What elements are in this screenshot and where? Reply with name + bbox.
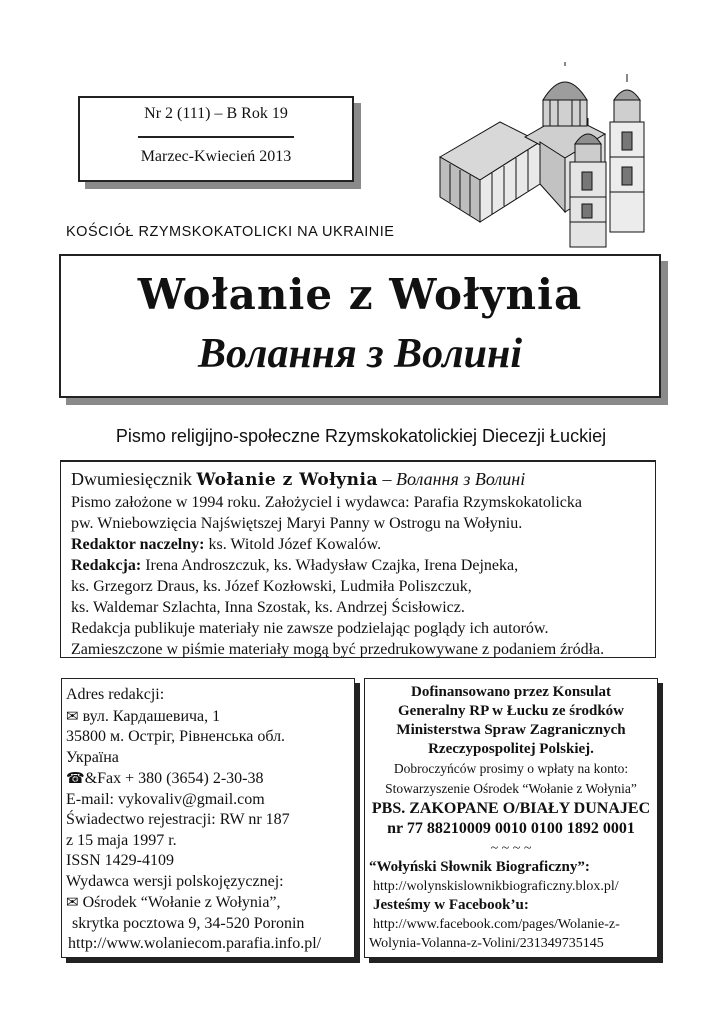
publisher-name-text: Ośrodek “Wołanie z Wołynia”,	[82, 894, 281, 911]
issue-box	[78, 96, 354, 182]
staff-line: ks. Waldemar Szlachta, Inna Szostak, ks. Andrzej Ścisłowicz.	[71, 599, 465, 616]
note-line: Zamieszczone w piśmie materiały mogą być przedrukowywane z podaniem źródła.	[71, 641, 605, 658]
title-ukrainian: Волання з Волині	[197, 331, 523, 377]
subtitle: Pismo religijno-społeczne Rzymskokatolickiej Diecezji Łuckiej	[115, 426, 607, 446]
address-country: Україна	[66, 748, 119, 766]
envelope-icon: ✉	[66, 893, 79, 911]
editor-in-chief	[71, 534, 655, 555]
bank-name: PBS. ZAKOPANE O/BIAŁY DUNAJEC	[371, 800, 651, 817]
info-heading	[71, 468, 655, 491]
staff-line: ks. Grzegorz Draus, ks. Józef Kozłowski, Ludmiła Poliszczuk,	[71, 578, 472, 595]
address-heading: Adres redakcji:	[66, 686, 165, 703]
issue-date: Marzec-Kwiecień 2013	[140, 148, 292, 165]
church-label: KOŚCIÓŁ RZYMSKOKATOLICKI NA UKRAINIE	[66, 224, 395, 240]
publisher-pobox: skrytka pocztowa 9, 34-520 Poronin	[72, 914, 305, 932]
editor-value: ks. Witold Józef Kowalów.	[204, 536, 382, 553]
funding-line: Dofinansowano przez Konsulat	[410, 684, 612, 700]
facebook-link-2[interactable]: Wolynia-Volanna-z-Volini/231349735145	[369, 936, 604, 951]
address-box	[61, 678, 355, 958]
issn: ISSN 1429-4109	[66, 852, 175, 869]
street-text: вул. Кардашевича, 1	[82, 707, 221, 725]
dictionary-link[interactable]: http://wolynskislownikbiograficzny.blox.pl/	[373, 879, 619, 894]
info-head-prefix: Dwumiesięcznik	[71, 469, 192, 489]
publication-info	[60, 460, 656, 658]
church-illustration	[430, 62, 660, 252]
issue-number: Nr 2 (111) – B Rok 19	[144, 105, 288, 122]
address-phone	[66, 768, 354, 790]
editor-label: Redaktor naczelny:	[71, 536, 205, 553]
website-link[interactable]: http://www.wolaniecom.parafia.info.pl/	[68, 935, 322, 952]
funding-line: Rzeczypospolitej Polskiej.	[428, 741, 594, 757]
association-name: Stowarzyszenie Ośrodek “Wołanie z Wołynia”	[385, 781, 637, 796]
info-line: Pismo założone w 1994 roku. Założyciel i wydawca: Parafia Rzymskokatolicka	[71, 494, 582, 511]
address-city: 35800 м. Острiг, Рiвненська обл.	[66, 728, 286, 745]
registration: Świadectwo rejestracji: RW nr 187	[66, 811, 290, 828]
address-street	[66, 706, 354, 728]
issue-divider	[138, 136, 294, 138]
info-head-ua: – Волання з Волині	[382, 469, 526, 489]
publisher-name	[66, 892, 354, 914]
facebook-link-1[interactable]: http://www.facebook.com/pages/Wolanie-z-	[373, 917, 620, 932]
account-number: nr 77 88210009 0010 0100 1892 0001	[387, 820, 635, 837]
masthead	[59, 254, 661, 398]
funding-line: Generalny RP w Łucku ze środków	[398, 703, 624, 719]
info-head-title: Wołanie z Wołynia	[196, 470, 378, 490]
registration-date: z 15 maja 1997 r.	[66, 831, 177, 849]
title-polish: Wołanie z Wołynia	[137, 270, 583, 319]
staff-label: Redakcja:	[71, 557, 142, 574]
funding-box	[364, 678, 658, 958]
telephone-icon: ☎	[66, 769, 85, 787]
publisher-heading: Wydawca wersji polskojęzycznej:	[66, 872, 284, 890]
facebook-label: Jesteśmy w Facebook’u:	[373, 897, 529, 913]
funding-line: Ministerstwa Spraw Zagranicznych	[396, 722, 626, 738]
dictionary-title: “Wołyński Słownik Biograficzny”:	[369, 859, 590, 875]
donors-note: Dobroczyńców prosimy o wpłaty na konto:	[393, 761, 629, 776]
info-line: pw. Wniebowzięcia Najświętszej Maryi Panny w Ostrogu na Wołyniu.	[71, 515, 523, 532]
envelope-icon: ✉	[66, 706, 79, 725]
staff-value: Irena Androszczuk, ks. Władysław Czajka, Irena Dejneka,	[141, 557, 519, 574]
separator: ~ ~ ~ ~	[490, 841, 532, 856]
address-email[interactable]: E-mail: vykovaliv@gmail.com	[66, 790, 265, 808]
note-line: Redakcja publikuje materiały nie zawsze podzielając poglądy ich autorów.	[71, 620, 549, 637]
phone-text: &Fax + 380 (3654) 2-30-38	[84, 770, 264, 787]
editorial-staff	[71, 555, 655, 576]
